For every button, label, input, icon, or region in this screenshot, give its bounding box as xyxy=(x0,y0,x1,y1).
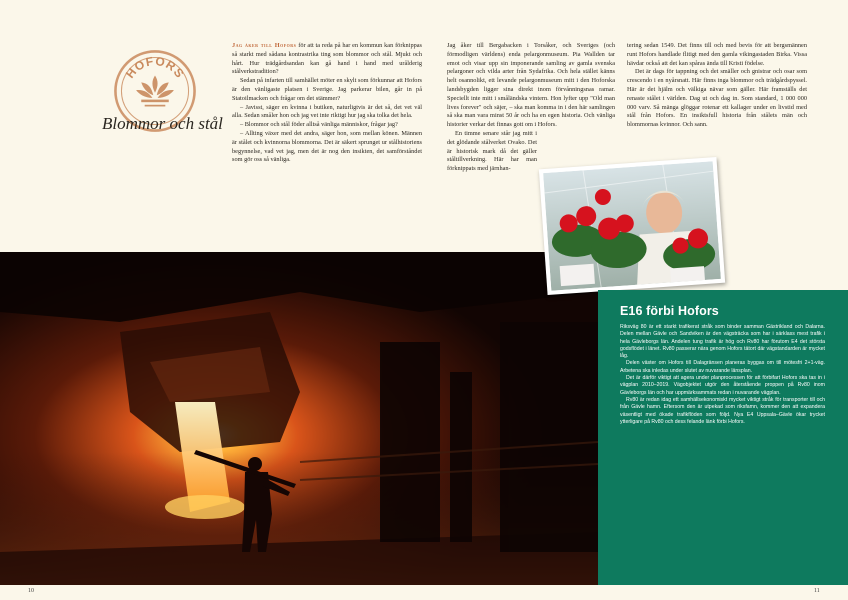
geranium-photo xyxy=(539,157,725,295)
article-column-1 xyxy=(232,42,422,165)
column-1-paragraph-5: – Allting växer med det andra, säger hon, som mellan könen. Männen är stålet och kvinnorna blommorna. Det är säkert sprunget ur stålhistoriens begynnelse, vad vet jag, men det är nog den insikten, det samförståndet som gör oss så vänliga. xyxy=(232,129,422,164)
page-number-right: 11 xyxy=(814,588,820,594)
info-box-paragraph-2: Delen väster om Hofors till Dalagränsen planeras byggas om till mötesfri 2+1-väg. Arbetena ska inledas under slutet av nuvarande länsplan. xyxy=(620,360,825,374)
column-1-paragraph-1: för att ta reda på har en kommun kan förknippas så starkt med sådana kontrastrika ting som blommor och stål. Mjukt och hårt. Hur trädgårdsandan kan gå hand i hand med urålderig stålverkstradition? xyxy=(232,42,423,76)
column-2-paragraph-2: En timme senare står jag mitt i det glödande stålverket Ovako. Det är historisk mark då det gäller ståltillverkning. Här har man förknippats med järnhan- xyxy=(447,129,537,173)
page-number-left: 10 xyxy=(28,588,34,594)
column-1-paragraph-4: – Blommor och stål föder alltså vänliga människor, frågar jag? xyxy=(240,121,398,129)
article-column-2 xyxy=(447,42,615,174)
column-3-paragraph-2: Det är dags för tappning och det smäller och gnistrar och osar som crescendo i en nyårsnatt. Här finns inga blommor och trädgårdspyssel. Här är det hjälm och välkiga nävar som gäller. Här framställs det renaste stålet i världen. Dag ut och dag in. Som standard, 1 000 000 000 varv. Så mänga glöggar rotenar ett kallager under en livstid med stål från Hofors. En insiktsfull historia från stålets män och blommornas kvinnor. Och sann. xyxy=(627,68,807,129)
info-box-heading: E16 förbi Hofors xyxy=(620,304,719,318)
column-1-paragraph-3: – Javisst, säger en kvinna i butiken, naturligtvis är det så, det vet väl alla. Sedan småler hon och jag vet inte riktigt hur jag ska tolka det hela. xyxy=(232,103,422,120)
info-box xyxy=(598,290,848,585)
info-box-paragraph-1: Riksväg 80 är ett starkt trafikerat stråk som binder samman Gästrikland och Dalarna. Delen mellan Gävle och Sandviken är den vägsträcka som har i särklass mest trafik i hela Gävleborgs län. Andelen tung trafik är hög och Rv80 har förutom E4 det största godsflödet i länet. Rv80 passerar nära genom Hofors tätort där vägstandarden är mycket låg. xyxy=(620,324,825,360)
article-lead: Jag åker till Hofors xyxy=(232,42,297,49)
article-column-3 xyxy=(627,42,807,130)
stamp-text: HOFORS xyxy=(122,53,188,81)
column-1-paragraph-2: Sedan på infarten till samhället möter en skylt som förkunnar att Hofors är den vänligaste platsen i Sverige. Jag parkerar bilen, går in på Statoilmacken och frågar om det stämmer? xyxy=(232,77,422,102)
info-box-text xyxy=(620,324,825,426)
info-box-paragraph-3: Det är därför viktigt att agera under planprocessen för att förbifart Hofors ska tas in i vägplan 2010–2019. Vägobjektet utgör den återstående proppen på Rv80 inom Gävleborgs län och har uppmärksammats redan i nuvarande vägplan. xyxy=(620,375,825,396)
info-box-paragraph-4: Rv80 är redan idag ett samhällsekonomiskt mycket viktigt stråk för transporter till och från Gävle hamn. Eftersom den är utpekad som riksfamn, kommer den att expandera väsentligt med ökade trafikflöden som följd. Nya E4 Uppsala–Gävle ökar trycket ytterligare på Rv80 och dess felande länk förbi Hofors. xyxy=(620,396,825,425)
column-2-paragraph-1: Jag åker till Bergabacken i Torsåker, och Sveriges (och förmodligen världens) enda pelargonmuseum. Pia Wallden tar emot och visar upp sin imponerande samling av gamla svenska pelargoner och vilda arter från Sydafrika. Och hela stället känns helt osannolikt, ett levande pelargonmuseum mitt i den Hoforska landsbygden ligger sina direkt inom förvånningsnas ramar. Speciellt inte mitt i småländska vintern. Hon lyfter upp "Old man lives forever" och säjer, – ska man komma in i den här samlingen så ska man vara minst 50 år och ha en egen historia. Och vänliga historier verkar det finnas gott om i Hofors. xyxy=(447,42,615,129)
steelworks-photo xyxy=(0,252,598,585)
article-title: Blommor och stål xyxy=(102,114,223,133)
column-3-paragraph-1: tering sedan 1549. Det finns till och med bevis för att bergsmännen runt Hofors handlade flitigt med den gamla vikingastaden Birka. Vissa hävdar också att det kan spåras ända till Kristi födelse. xyxy=(627,42,807,67)
geranium-photo-image xyxy=(543,161,721,291)
